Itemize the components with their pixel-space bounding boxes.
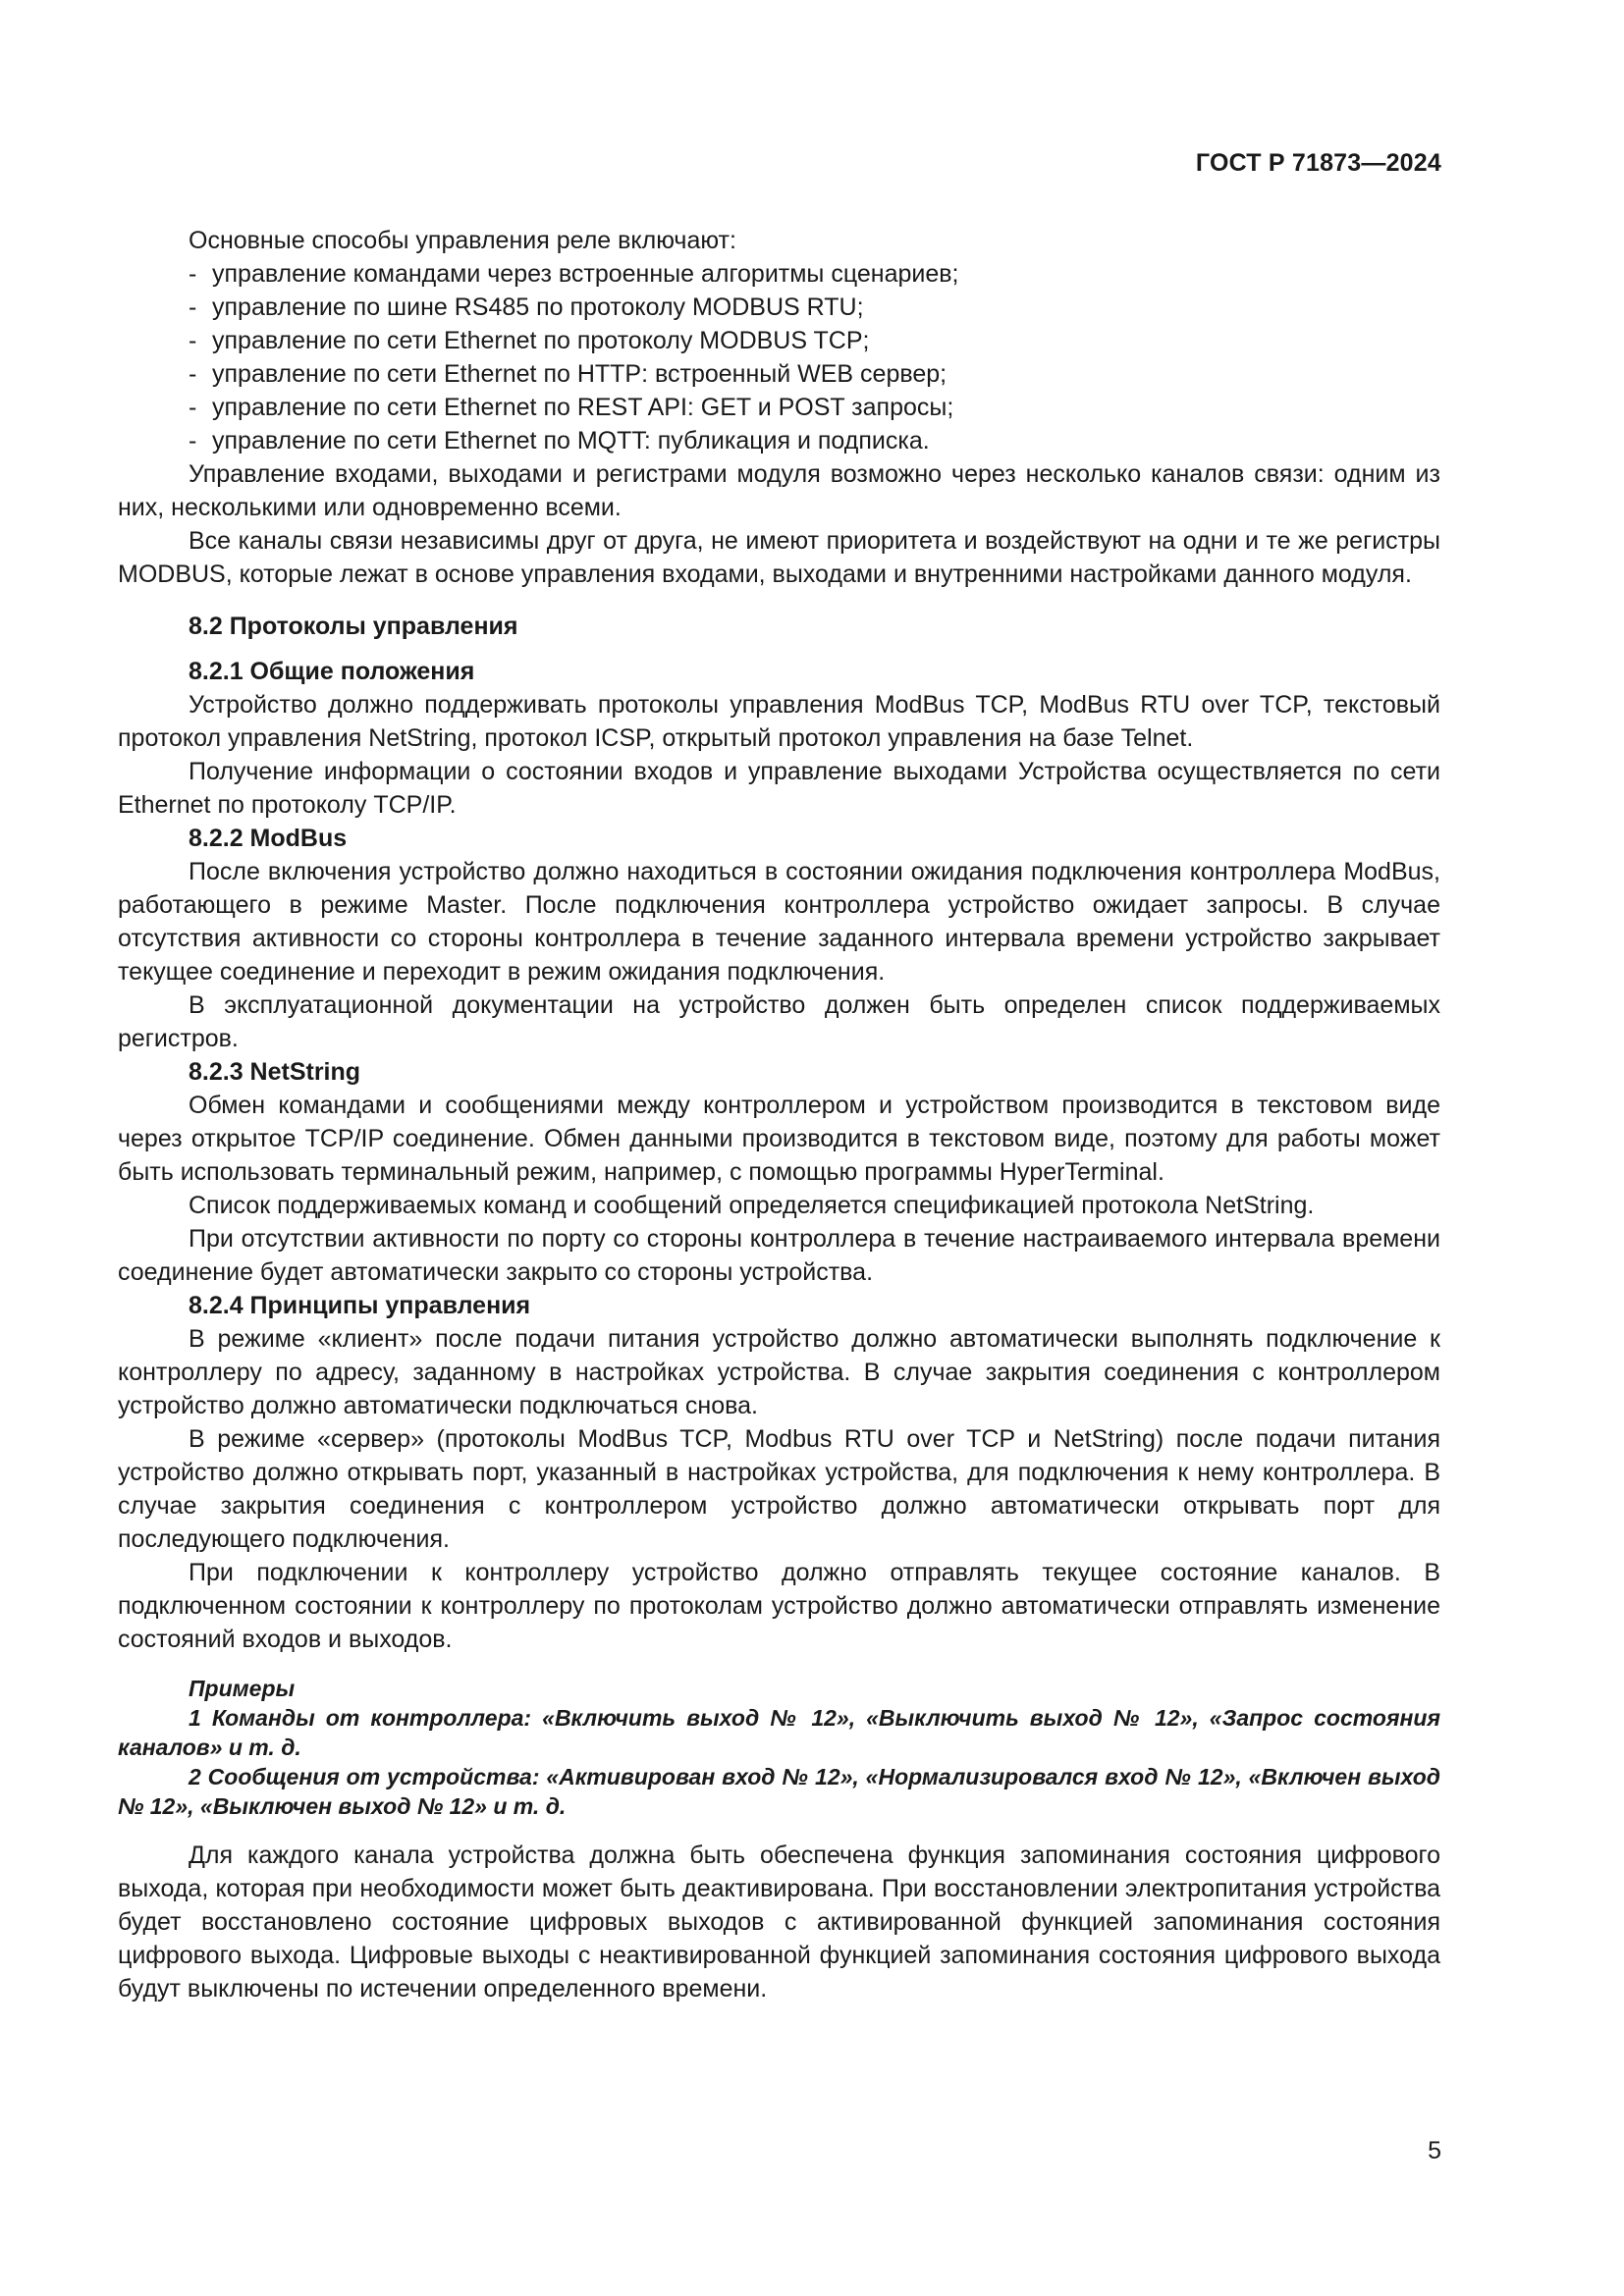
list-dash: - bbox=[189, 294, 197, 321]
paragraph: Управление входами, выходами и регистрами модуля возможно через несколько каналов связи: одним из них, несколькими или одновременно всеми. bbox=[118, 460, 1440, 521]
section-heading-8-2-3: 8.2.3 NetString bbox=[189, 1058, 361, 1086]
paragraph: При отсутствии активности по порту со стороны контроллера в течение настраиваемого интервала времени соединение будет автоматически закрыто со стороны устройства. bbox=[118, 1225, 1440, 1286]
paragraph: Все каналы связи независимы друг от друга, не имеют приоритета и воздействуют на одни и те же регистры MODBUS, которые лежат в основе управления входами, выходами и внутренними настройками данного модуля. bbox=[118, 527, 1440, 588]
list-item: - управление по сети Ethernet по HTTP: встроенный WEB сервер; bbox=[118, 357, 1440, 391]
paragraph: После включения устройство должно находиться в состоянии ожидания подключения контроллера ModBus, работающего в режиме Master. После подключения контроллера устройство ожидает запросы. В случае отсутствия активности со стороны контроллера в течение заданного интервала времени устройство закрывает текущее соединение и переходит в режим ожидания подключения. bbox=[118, 858, 1440, 986]
paragraph: При подключении к контроллеру устройство должно отправлять текущее состояние каналов. В подключенном состоянии к контроллеру по протоколам устройство должно автоматически отправлять изменение состояний входов и выходов. bbox=[118, 1559, 1440, 1653]
document-header: ГОСТ Р 71873—2024 bbox=[1195, 149, 1441, 177]
examples-block bbox=[118, 1674, 1440, 1821]
examples-title: Примеры bbox=[189, 1676, 296, 1701]
list-item: - управление по шине RS485 по протоколу MODBUS RTU; bbox=[118, 291, 1440, 324]
section-heading-8-2-2: 8.2.2 ModBus bbox=[189, 825, 348, 852]
page-number: 5 bbox=[1428, 2137, 1441, 2164]
section-heading-8-2-1: 8.2.1 Общие положения bbox=[189, 658, 475, 685]
paragraph: Устройство должно поддерживать протоколы управления ModBus TCP, ModBus RTU over TCP, текстовый протокол управления NetString, протокол ICSP, открытый протокол управления на базе Telnet. bbox=[118, 691, 1440, 752]
paragraph: В режиме «клиент» после подачи питания устройство должно автоматически выполнять подключение к контроллеру по адресу, заданному в настройках устройства. В случае закрытия соединения с контроллером устройство должно автоматически подключаться снова. bbox=[118, 1325, 1440, 1419]
paragraph: В эксплуатационной документации на устройство должен быть определен список поддерживаемых регистров. bbox=[118, 991, 1440, 1052]
list-dash: - bbox=[189, 260, 197, 288]
page-content bbox=[118, 224, 1440, 2005]
list-dash: - bbox=[189, 360, 197, 388]
list-dash: - bbox=[189, 394, 197, 421]
list-dash: - bbox=[189, 327, 197, 354]
section-heading-8-2: 8.2 Протоколы управления bbox=[189, 613, 518, 640]
example-item: 2 Сообщения от устройства: «Активирован вход № 12», «Нормализировался вход № 12», «Включен выход № 12», «Выключен выход № 12» и т. д. bbox=[118, 1764, 1440, 1819]
paragraph: Список поддерживаемых команд и сообщений определяется спецификацией протокола NetString. bbox=[189, 1192, 1315, 1219]
list-item: - управление командами через встроенные алгоритмы сценариев; bbox=[118, 257, 1440, 291]
list-dash: - bbox=[189, 427, 197, 454]
paragraph: Обмен командами и сообщениями между контроллером и устройством производится в текстовом виде через открытое TCP/IP соединение. Обмен данными производится в текстовом виде, поэтому для работы может быть использовать терминальный режим, например, с помощью программы HyperTerminal. bbox=[118, 1092, 1440, 1186]
intro-lead: Основные способы управления реле включают: bbox=[189, 227, 736, 254]
paragraph: Получение информации о состоянии входов и управление выходами Устройства осуществляется по сети Ethernet по протоколу TCP/IP. bbox=[118, 758, 1440, 819]
paragraph: В режиме «сервер» (протоколы ModBus TCP, Modbus RTU over TCP и NetString) после подачи питания устройство должно открывать порт, указанный в настройках устройства, для подключения к нему контроллера. В случае закрытия соединения с контроллером устройство должно автоматически открывать порт для последующего подключения. bbox=[118, 1425, 1440, 1553]
list-item: - управление по сети Ethernet по MQTT: публикация и подписка. bbox=[118, 424, 1440, 457]
control-methods-list bbox=[118, 257, 1440, 457]
example-item: 1 Команды от контроллера: «Включить выход № 12», «Выключить выход № 12», «Запрос состояния каналов» и т. д. bbox=[118, 1705, 1440, 1760]
list-item: - управление по сети Ethernet по REST API: GET и POST запросы; bbox=[118, 391, 1440, 424]
paragraph: Для каждого канала устройства должна быть обеспечена функция запоминания состояния цифрового выхода, которая при необходимости может быть деактивирована. При восстановлении электропитания устройства будет восстановлено состояние цифровых выходов с активированной функцией запоминания состояния цифрового выхода. Цифровые выходы с неактивированной функцией запоминания состояния цифрового выхода будут выключены по истечении определенного времени. bbox=[118, 1842, 1440, 2002]
section-heading-8-2-4: 8.2.4 Принципы управления bbox=[189, 1292, 531, 1319]
list-item: - управление по сети Ethernet по протоколу MODBUS TCP; bbox=[118, 324, 1440, 357]
